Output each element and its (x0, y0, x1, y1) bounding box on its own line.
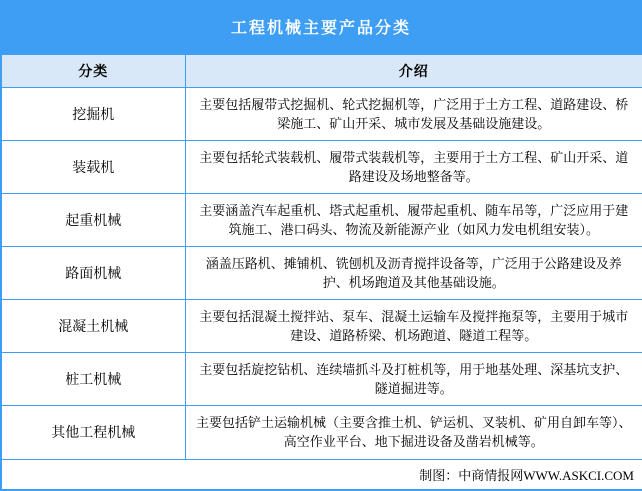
category-cell: 混凝土机械 (1, 300, 185, 353)
description-cell: 涵盖压路机、摊铺机、铣刨机及沥青搅拌设备等，广泛用于公路建设及养护、机场跑道及其他基础设施。 (185, 246, 642, 299)
table-row (1, 140, 642, 193)
table-header-row (1, 54, 642, 87)
category-cell: 桩工机械 (1, 353, 185, 406)
category-cell: 其他工程机械 (1, 406, 185, 459)
description-cell: 主要涵盖汽车起重机、塔式起重机、履带起重机、随车吊等，广泛应用于建筑施工、港口码头、物流及新能源产业（如风力发电机组安装）。 (185, 193, 642, 246)
description-cell: 主要包括履带式挖掘机、轮式挖掘机等，广泛用于土方工程、道路建设、桥梁施工、矿山开采、城市发展及基础设施建设。 (185, 87, 642, 140)
description-cell: 主要包括混凝土搅拌站、泵车、混凝土运输车及搅拌拖泵等，主要用于城市建设、道路桥梁、机场跑道、隧道工程等。 (185, 300, 642, 353)
table-row (1, 193, 642, 246)
category-cell: 挖掘机 (1, 87, 185, 140)
category-cell: 起重机械 (1, 193, 185, 246)
table-row (1, 406, 642, 459)
product-category-table (0, 53, 642, 491)
title-bar (0, 0, 642, 53)
table-row (1, 300, 642, 353)
table-footer-row (1, 459, 642, 490)
credit-text: 制图：中商情报网WWW.ASKCI.COM (1, 459, 642, 490)
description-cell: 主要包括旋挖钻机、连续墙抓斗及打桩机等，用于地基处理、深基坑支护、隧道掘进等。 (185, 353, 642, 406)
description-cell: 主要包括轮式装载机、履带式装载机等，主要用于土方工程、矿山开采、道路建设及场地整备等。 (185, 140, 642, 193)
page-title: 工程机械主要产品分类 (230, 20, 411, 37)
column-header-description: 介绍 (185, 54, 642, 87)
category-cell: 路面机械 (1, 246, 185, 299)
table-row (1, 246, 642, 299)
column-header-category: 分类 (1, 54, 185, 87)
description-cell: 主要包括铲土运输机械（主要含推土机、铲运机、叉装机、矿用自卸车等）、高空作业平台、地下掘进设备及凿岩机械等。 (185, 406, 642, 459)
table-row (1, 87, 642, 140)
table-row (1, 353, 642, 406)
category-cell: 装载机 (1, 140, 185, 193)
